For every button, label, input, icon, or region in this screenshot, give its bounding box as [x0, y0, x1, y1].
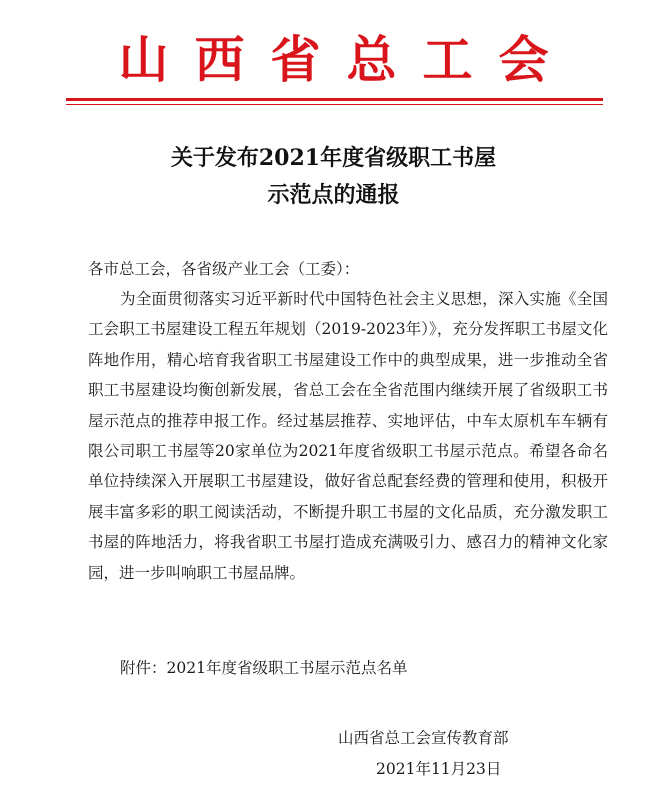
- signature-date: 2021年11月23日: [376, 760, 502, 778]
- letterhead-red-rule-thick: [66, 98, 603, 101]
- letterhead-red-rule-thin: [66, 104, 603, 105]
- document-title-line-2: 示范点的通报: [267, 182, 400, 208]
- salutation: 各市总工会，各省级产业工会（工委）：: [88, 260, 360, 278]
- letterhead-org-name: 山西省总工会: [118, 30, 575, 89]
- document-title-line-1: 关于发布2021年度省级职工书屋: [170, 145, 497, 171]
- signature-organization: 山西省总工会宣传教育部: [338, 729, 509, 747]
- body-paragraph: 为全面贯彻落实习近平新时代中国特色社会主义思想，深入实施《全国工会职工书屋建设工程五年规划（2019-2023年）》，充分发挥职工书屋文化阵地作用，精心培育我省职工书屋建设工作中的典型成果，进一步推动全省职工书屋建设均衡创新发展，省总工会在全省范围内继续开展了省级职工书屋示范点的推荐申报工作。经过基层推荐、实地评估，中车太原机车车辆有限公司职工书屋等20家单位为2021年度省级职工书屋示范点。希望各命名单位持续深入开展职工书屋建设，做好省总配套经费的管理和使用，积极开展丰富多彩的职工阅读活动，不断提升职工书屋的文化品质，充分激发职工书屋的阵地活力，将我省职工书屋打造成充满吸引力、感召力的精神文化家园，进一步叫响职工书屋品牌。: [88, 290, 608, 582]
- attachment-line: 附件：2021年度省级职工书屋示范点名单: [120, 659, 408, 677]
